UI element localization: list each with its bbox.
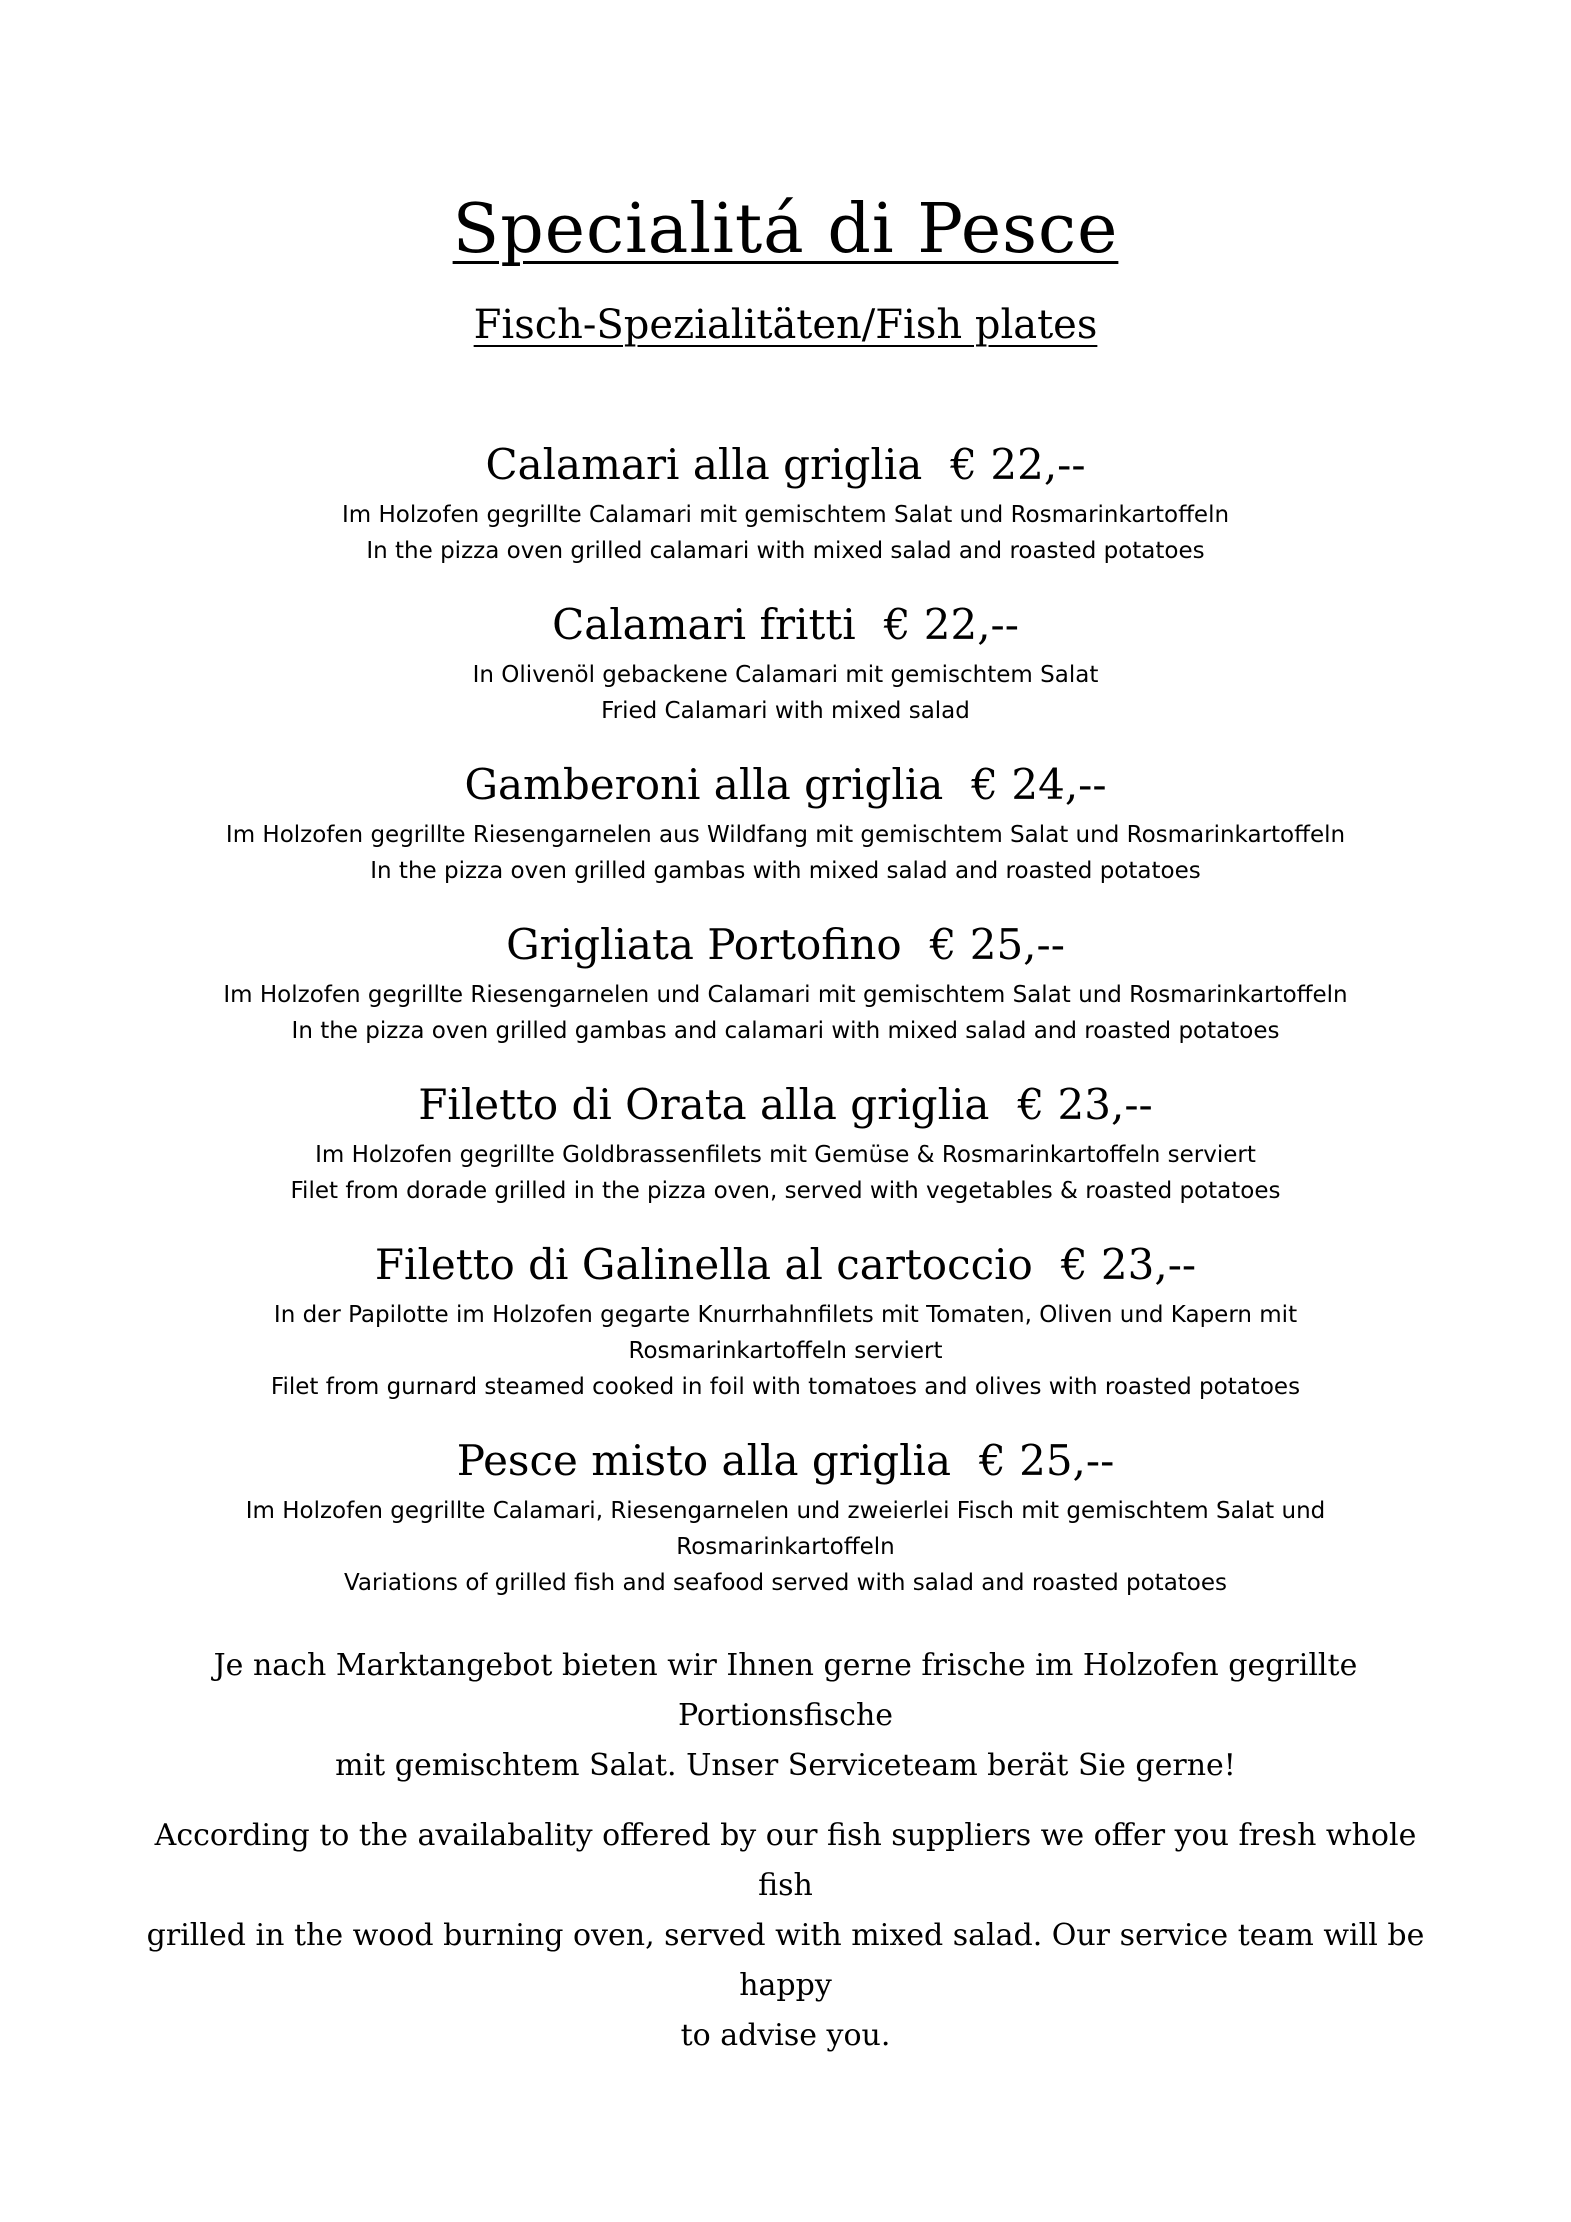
dish-filetto-di-galinella xyxy=(0,1235,1571,1405)
dish-calamari-fritti xyxy=(0,595,1571,729)
dish-description-en: In the pizza oven grilled calamari with mixed salad and roasted potatoes xyxy=(366,538,1205,564)
dish-description-en: In the pizza oven grilled gambas with mixed salad and roasted potatoes xyxy=(370,858,1201,884)
dish-heading xyxy=(0,1235,1571,1295)
dish-gamberoni-alla-griglia xyxy=(0,755,1571,889)
dish-description-en: In the pizza oven grilled gambas and calamari with mixed salad and roasted potatoes xyxy=(291,1018,1280,1044)
dish-heading xyxy=(0,435,1571,495)
dish-description-de: Im Holzofen gegrillte Riesengarnelen aus Wildfang mit gemischtem Salat und Rosmarinkartoffeln xyxy=(225,822,1346,848)
page-title: Specialitá di Pesce xyxy=(452,190,1119,269)
dish-price: € 23,-- xyxy=(1060,1240,1197,1289)
dish-pesce-misto xyxy=(0,1431,1571,1601)
dish-heading xyxy=(0,915,1571,975)
dish-name: Calamari fritti xyxy=(552,600,856,649)
dish-description-en: Variations of grilled fish and seafood served with salad and roasted potatoes xyxy=(343,1570,1228,1596)
dish-name: Pesce misto alla griglia xyxy=(456,1436,952,1485)
dish-heading xyxy=(0,1431,1571,1491)
dish-name: Filetto di Orata alla griglia xyxy=(418,1080,990,1129)
dish-description-de: Im Holzofen gegrillte Goldbrassenfilets mit Gemüse & Rosmarinkartoffeln serviert xyxy=(315,1142,1256,1168)
dish-calamari-alla-griglia xyxy=(0,435,1571,569)
dish-heading xyxy=(0,755,1571,815)
dish-description-de: In der Papilotte im Holzofen gegarte Knurrhahnfilets mit Tomaten, Oliven und Kapern mit xyxy=(273,1302,1298,1328)
dish-description-de-cont: Rosmarinkartoffeln xyxy=(676,1534,895,1560)
dish-list xyxy=(0,435,1571,1601)
dish-description-en: Filet from gurnard steamed cooked in foil with tomatoes and olives with roasted potatoes xyxy=(270,1374,1301,1400)
note-line: grilled in the wood burning oven, served with mixed salad. Our service team will be happy xyxy=(146,1918,1425,2003)
market-note-english xyxy=(136,1811,1436,2061)
page-subtitle: Fisch-Spezialitäten/Fish plates xyxy=(473,302,1098,348)
dish-price: € 24,-- xyxy=(971,760,1107,809)
note-line: Je nach Marktangebot bieten wir Ihnen gerne frische im Holzofen gegrillte Portionsfische xyxy=(213,1648,1358,1733)
dish-name: Calamari alla griglia xyxy=(485,440,923,489)
dish-filetto-di-orata xyxy=(0,1075,1571,1209)
dish-heading xyxy=(0,595,1571,655)
note-line: mit gemischtem Salat. Unser Serviceteam berät Sie gerne! xyxy=(335,1748,1236,1783)
dish-description-en: Filet from dorade grilled in the pizza oven, served with vegetables & roasted potatoes xyxy=(290,1178,1281,1204)
dish-price: € 23,-- xyxy=(1017,1080,1153,1129)
note-line: to advise you. xyxy=(680,2018,891,2053)
dish-grigliata-portofino xyxy=(0,915,1571,1049)
dish-description-de: In Olivenöl gebackene Calamari mit gemischtem Salat xyxy=(472,662,1099,688)
dish-description-de: Im Holzofen gegrillte Calamari, Riesengarnelen und zweierlei Fisch mit gemischtem Salat und xyxy=(245,1498,1326,1524)
dish-heading xyxy=(0,1075,1571,1135)
dish-description-de: Im Holzofen gegrillte Riesengarnelen und Calamari mit gemischtem Salat und Rosmarinkartoffeln xyxy=(223,982,1348,1008)
dish-name: Gamberoni alla griglia xyxy=(464,760,944,809)
market-note-german xyxy=(136,1641,1436,1791)
dish-description-de: Im Holzofen gegrillte Calamari mit gemischtem Salat und Rosmarinkartoffeln xyxy=(341,502,1230,528)
dish-price: € 22,-- xyxy=(883,600,1019,649)
dish-name: Filetto di Galinella al cartoccio xyxy=(374,1240,1033,1289)
dish-price: € 25,-- xyxy=(979,1436,1115,1485)
dish-price: € 22,-- xyxy=(950,440,1086,489)
dish-description-en: Fried Calamari with mixed salad xyxy=(601,698,970,724)
dish-price: € 25,-- xyxy=(929,920,1065,969)
dish-name: Grigliata Portofino xyxy=(506,920,902,969)
dish-description-de-cont: Rosmarinkartoffeln serviert xyxy=(628,1338,943,1364)
note-line: According to the availabality offered by our fish suppliers we offer you fresh whole fish xyxy=(154,1818,1417,1903)
